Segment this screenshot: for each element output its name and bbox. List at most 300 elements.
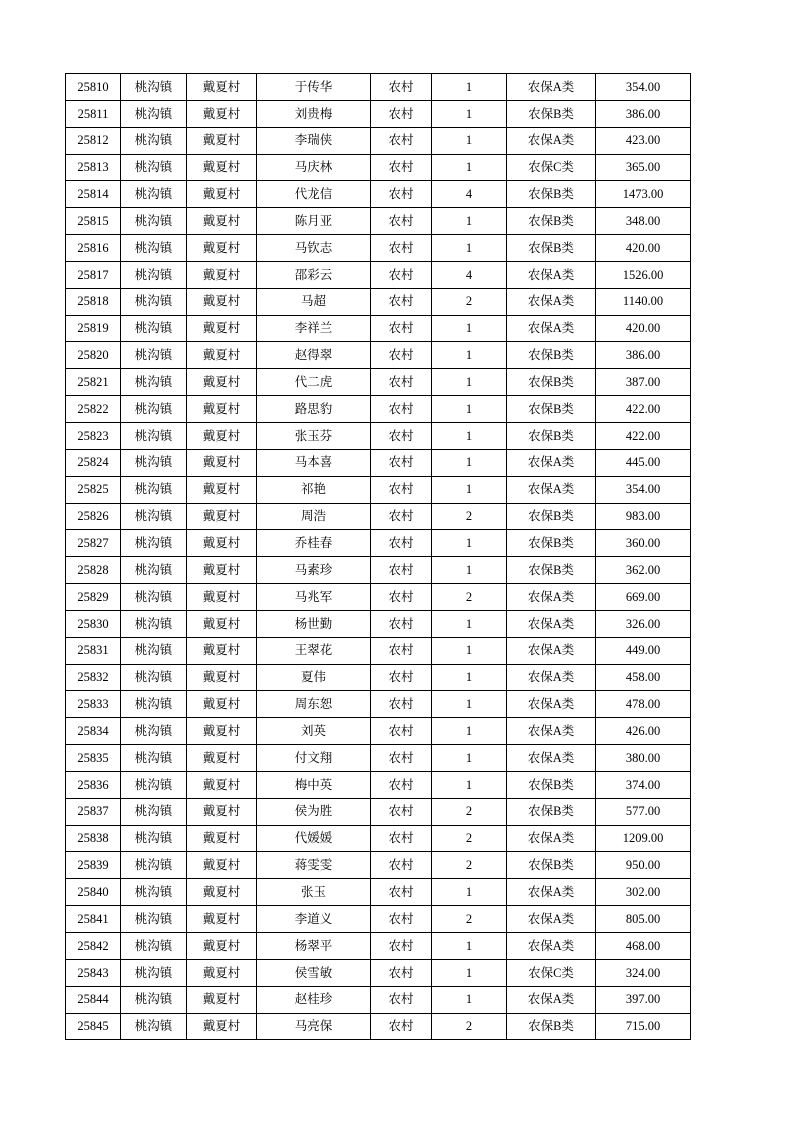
cell-household-type: 农村 [371, 530, 432, 557]
cell-amount: 426.00 [596, 718, 691, 745]
cell-serial-number: 25838 [66, 825, 121, 852]
cell-household-type: 农村 [371, 154, 432, 181]
cell-village: 戴夏村 [187, 610, 257, 637]
cell-village: 戴夏村 [187, 127, 257, 154]
cell-amount: 362.00 [596, 557, 691, 584]
cell-insurance-category: 农保A类 [507, 718, 596, 745]
cell-serial-number: 25822 [66, 396, 121, 423]
cell-amount: 380.00 [596, 745, 691, 772]
cell-amount: 715.00 [596, 1013, 691, 1040]
cell-person-name: 杨翠平 [257, 933, 371, 960]
cell-person-name: 祁艳 [257, 476, 371, 503]
cell-person-name: 张玉芬 [257, 422, 371, 449]
cell-household-type: 农村 [371, 449, 432, 476]
cell-serial-number: 25828 [66, 557, 121, 584]
cell-serial-number: 25810 [66, 74, 121, 101]
cell-household-type: 农村 [371, 181, 432, 208]
cell-person-name: 李瑞侠 [257, 127, 371, 154]
cell-village: 戴夏村 [187, 584, 257, 611]
cell-household-type: 农村 [371, 235, 432, 262]
cell-insurance-category: 农保C类 [507, 154, 596, 181]
cell-town: 桃沟镇 [121, 235, 187, 262]
table-row [66, 235, 691, 262]
cell-insurance-category: 农保A类 [507, 74, 596, 101]
table-row [66, 1013, 691, 1040]
cell-amount: 1526.00 [596, 261, 691, 288]
cell-person-name: 马庆林 [257, 154, 371, 181]
cell-serial-number: 25833 [66, 691, 121, 718]
cell-serial-number: 25837 [66, 798, 121, 825]
cell-town: 桃沟镇 [121, 315, 187, 342]
cell-person-name: 李道义 [257, 906, 371, 933]
cell-person-count: 1 [432, 127, 507, 154]
cell-person-count: 2 [432, 288, 507, 315]
cell-insurance-category: 农保A类 [507, 288, 596, 315]
cell-amount: 983.00 [596, 503, 691, 530]
cell-village: 戴夏村 [187, 1013, 257, 1040]
cell-town: 桃沟镇 [121, 664, 187, 691]
cell-insurance-category: 农保B类 [507, 1013, 596, 1040]
table-row [66, 127, 691, 154]
cell-village: 戴夏村 [187, 235, 257, 262]
cell-village: 戴夏村 [187, 771, 257, 798]
table-row [66, 798, 691, 825]
table-row [66, 610, 691, 637]
cell-serial-number: 25830 [66, 610, 121, 637]
cell-village: 戴夏村 [187, 530, 257, 557]
cell-insurance-category: 农保B类 [507, 771, 596, 798]
cell-amount: 458.00 [596, 664, 691, 691]
cell-person-name: 马钦志 [257, 235, 371, 262]
cell-person-count: 1 [432, 154, 507, 181]
cell-household-type: 农村 [371, 798, 432, 825]
cell-insurance-category: 农保A类 [507, 906, 596, 933]
cell-household-type: 农村 [371, 127, 432, 154]
cell-serial-number: 25831 [66, 637, 121, 664]
table-row [66, 664, 691, 691]
cell-person-count: 2 [432, 852, 507, 879]
cell-serial-number: 25845 [66, 1013, 121, 1040]
cell-town: 桃沟镇 [121, 208, 187, 235]
table-row [66, 825, 691, 852]
cell-person-count: 1 [432, 100, 507, 127]
cell-household-type: 农村 [371, 718, 432, 745]
cell-town: 桃沟镇 [121, 852, 187, 879]
cell-person-name: 马素珍 [257, 557, 371, 584]
cell-amount: 386.00 [596, 100, 691, 127]
cell-town: 桃沟镇 [121, 503, 187, 530]
cell-village: 戴夏村 [187, 154, 257, 181]
cell-town: 桃沟镇 [121, 745, 187, 772]
cell-town: 桃沟镇 [121, 422, 187, 449]
cell-serial-number: 25840 [66, 879, 121, 906]
cell-amount: 348.00 [596, 208, 691, 235]
cell-amount: 1209.00 [596, 825, 691, 852]
cell-amount: 422.00 [596, 422, 691, 449]
cell-person-count: 1 [432, 718, 507, 745]
cell-person-count: 1 [432, 637, 507, 664]
table-row [66, 154, 691, 181]
cell-insurance-category: 农保A类 [507, 933, 596, 960]
cell-insurance-category: 农保A类 [507, 261, 596, 288]
table-row [66, 852, 691, 879]
cell-serial-number: 25814 [66, 181, 121, 208]
cell-town: 桃沟镇 [121, 369, 187, 396]
cell-town: 桃沟镇 [121, 154, 187, 181]
cell-amount: 420.00 [596, 235, 691, 262]
cell-village: 戴夏村 [187, 825, 257, 852]
cell-serial-number: 25826 [66, 503, 121, 530]
cell-person-name: 马超 [257, 288, 371, 315]
cell-insurance-category: 农保C类 [507, 959, 596, 986]
cell-serial-number: 25836 [66, 771, 121, 798]
benefits-table [65, 73, 691, 1040]
cell-insurance-category: 农保A类 [507, 637, 596, 664]
cell-person-name: 邵彩云 [257, 261, 371, 288]
cell-insurance-category: 农保B类 [507, 852, 596, 879]
cell-serial-number: 25824 [66, 449, 121, 476]
cell-serial-number: 25827 [66, 530, 121, 557]
cell-person-name: 周东恕 [257, 691, 371, 718]
cell-person-count: 1 [432, 557, 507, 584]
cell-person-count: 1 [432, 208, 507, 235]
cell-person-count: 1 [432, 691, 507, 718]
cell-household-type: 农村 [371, 396, 432, 423]
cell-serial-number: 25835 [66, 745, 121, 772]
cell-person-count: 4 [432, 261, 507, 288]
table-row [66, 637, 691, 664]
cell-village: 戴夏村 [187, 906, 257, 933]
cell-serial-number: 25813 [66, 154, 121, 181]
cell-household-type: 农村 [371, 825, 432, 852]
cell-person-name: 付文翔 [257, 745, 371, 772]
cell-village: 戴夏村 [187, 745, 257, 772]
cell-insurance-category: 农保A类 [507, 315, 596, 342]
cell-town: 桃沟镇 [121, 261, 187, 288]
table-row [66, 691, 691, 718]
table-row [66, 74, 691, 101]
cell-village: 戴夏村 [187, 396, 257, 423]
cell-person-name: 侯为胜 [257, 798, 371, 825]
cell-person-count: 2 [432, 906, 507, 933]
cell-village: 戴夏村 [187, 959, 257, 986]
cell-amount: 449.00 [596, 637, 691, 664]
cell-village: 戴夏村 [187, 503, 257, 530]
cell-serial-number: 25832 [66, 664, 121, 691]
table-row [66, 369, 691, 396]
cell-person-name: 张玉 [257, 879, 371, 906]
table-row [66, 959, 691, 986]
table-row [66, 181, 691, 208]
cell-person-count: 1 [432, 959, 507, 986]
cell-town: 桃沟镇 [121, 127, 187, 154]
cell-serial-number: 25844 [66, 986, 121, 1013]
cell-insurance-category: 农保B类 [507, 235, 596, 262]
table-row [66, 745, 691, 772]
cell-insurance-category: 农保A类 [507, 584, 596, 611]
cell-household-type: 农村 [371, 933, 432, 960]
cell-person-name: 周浩 [257, 503, 371, 530]
cell-village: 戴夏村 [187, 557, 257, 584]
cell-person-count: 1 [432, 449, 507, 476]
cell-village: 戴夏村 [187, 288, 257, 315]
cell-town: 桃沟镇 [121, 74, 187, 101]
table-row [66, 986, 691, 1013]
cell-person-count: 1 [432, 879, 507, 906]
cell-household-type: 农村 [371, 1013, 432, 1040]
cell-village: 戴夏村 [187, 664, 257, 691]
cell-insurance-category: 农保A类 [507, 986, 596, 1013]
cell-person-name: 乔桂春 [257, 530, 371, 557]
table-row [66, 208, 691, 235]
table-row [66, 449, 691, 476]
table-row [66, 288, 691, 315]
cell-insurance-category: 农保A类 [507, 127, 596, 154]
cell-person-name: 赵桂珍 [257, 986, 371, 1013]
cell-serial-number: 25817 [66, 261, 121, 288]
cell-town: 桃沟镇 [121, 637, 187, 664]
cell-insurance-category: 农保A类 [507, 449, 596, 476]
cell-amount: 397.00 [596, 986, 691, 1013]
cell-person-count: 1 [432, 369, 507, 396]
cell-serial-number: 25829 [66, 584, 121, 611]
cell-village: 戴夏村 [187, 852, 257, 879]
cell-household-type: 农村 [371, 986, 432, 1013]
cell-town: 桃沟镇 [121, 798, 187, 825]
cell-amount: 387.00 [596, 369, 691, 396]
cell-insurance-category: 农保B类 [507, 422, 596, 449]
cell-household-type: 农村 [371, 422, 432, 449]
table-row [66, 261, 691, 288]
cell-household-type: 农村 [371, 74, 432, 101]
cell-amount: 374.00 [596, 771, 691, 798]
table-row [66, 422, 691, 449]
cell-person-name: 陈月亚 [257, 208, 371, 235]
cell-household-type: 农村 [371, 557, 432, 584]
cell-household-type: 农村 [371, 288, 432, 315]
cell-insurance-category: 农保B类 [507, 342, 596, 369]
cell-household-type: 农村 [371, 261, 432, 288]
cell-village: 戴夏村 [187, 637, 257, 664]
cell-village: 戴夏村 [187, 74, 257, 101]
cell-town: 桃沟镇 [121, 181, 187, 208]
cell-household-type: 农村 [371, 771, 432, 798]
cell-person-name: 于传华 [257, 74, 371, 101]
cell-person-name: 马亮保 [257, 1013, 371, 1040]
cell-person-count: 2 [432, 825, 507, 852]
cell-insurance-category: 农保B类 [507, 369, 596, 396]
cell-town: 桃沟镇 [121, 584, 187, 611]
cell-serial-number: 25825 [66, 476, 121, 503]
cell-person-count: 1 [432, 342, 507, 369]
cell-person-count: 1 [432, 530, 507, 557]
cell-village: 戴夏村 [187, 879, 257, 906]
cell-amount: 478.00 [596, 691, 691, 718]
cell-town: 桃沟镇 [121, 557, 187, 584]
cell-household-type: 农村 [371, 852, 432, 879]
cell-serial-number: 25834 [66, 718, 121, 745]
cell-amount: 324.00 [596, 959, 691, 986]
cell-person-count: 1 [432, 422, 507, 449]
cell-insurance-category: 农保A类 [507, 691, 596, 718]
cell-household-type: 农村 [371, 879, 432, 906]
cell-person-name: 刘英 [257, 718, 371, 745]
table-row [66, 315, 691, 342]
cell-person-count: 1 [432, 664, 507, 691]
cell-serial-number: 25823 [66, 422, 121, 449]
cell-person-name: 马兆军 [257, 584, 371, 611]
cell-person-name: 梅中英 [257, 771, 371, 798]
cell-town: 桃沟镇 [121, 718, 187, 745]
cell-town: 桃沟镇 [121, 396, 187, 423]
table-row [66, 557, 691, 584]
cell-insurance-category: 农保B类 [507, 208, 596, 235]
cell-amount: 423.00 [596, 127, 691, 154]
cell-person-name: 夏伟 [257, 664, 371, 691]
cell-town: 桃沟镇 [121, 342, 187, 369]
cell-person-name: 代媛媛 [257, 825, 371, 852]
cell-insurance-category: 农保A类 [507, 825, 596, 852]
cell-town: 桃沟镇 [121, 449, 187, 476]
cell-town: 桃沟镇 [121, 986, 187, 1013]
cell-serial-number: 25842 [66, 933, 121, 960]
cell-person-name: 代龙信 [257, 181, 371, 208]
cell-insurance-category: 农保B类 [507, 181, 596, 208]
cell-person-name: 李祥兰 [257, 315, 371, 342]
cell-person-count: 1 [432, 933, 507, 960]
cell-serial-number: 25811 [66, 100, 121, 127]
cell-person-count: 1 [432, 771, 507, 798]
cell-insurance-category: 农保B类 [507, 557, 596, 584]
cell-town: 桃沟镇 [121, 825, 187, 852]
cell-person-name: 杨世勤 [257, 610, 371, 637]
cell-household-type: 农村 [371, 745, 432, 772]
cell-amount: 445.00 [596, 449, 691, 476]
cell-person-count: 1 [432, 610, 507, 637]
table-row [66, 396, 691, 423]
cell-town: 桃沟镇 [121, 771, 187, 798]
cell-serial-number: 25812 [66, 127, 121, 154]
cell-person-name: 代二虎 [257, 369, 371, 396]
cell-town: 桃沟镇 [121, 476, 187, 503]
cell-person-count: 1 [432, 396, 507, 423]
cell-amount: 354.00 [596, 74, 691, 101]
cell-amount: 422.00 [596, 396, 691, 423]
table-row [66, 771, 691, 798]
cell-person-count: 2 [432, 1013, 507, 1040]
cell-household-type: 农村 [371, 637, 432, 664]
cell-household-type: 农村 [371, 610, 432, 637]
cell-village: 戴夏村 [187, 422, 257, 449]
cell-household-type: 农村 [371, 208, 432, 235]
table-row [66, 530, 691, 557]
cell-village: 戴夏村 [187, 315, 257, 342]
cell-person-count: 1 [432, 476, 507, 503]
table-row [66, 584, 691, 611]
cell-household-type: 农村 [371, 584, 432, 611]
cell-town: 桃沟镇 [121, 288, 187, 315]
cell-village: 戴夏村 [187, 476, 257, 503]
cell-person-count: 1 [432, 745, 507, 772]
cell-amount: 1140.00 [596, 288, 691, 315]
cell-amount: 386.00 [596, 342, 691, 369]
table-row [66, 906, 691, 933]
cell-person-name: 马本喜 [257, 449, 371, 476]
cell-serial-number: 25820 [66, 342, 121, 369]
cell-insurance-category: 农保A类 [507, 476, 596, 503]
cell-person-name: 刘贵梅 [257, 100, 371, 127]
cell-amount: 420.00 [596, 315, 691, 342]
cell-insurance-category: 农保B类 [507, 503, 596, 530]
cell-town: 桃沟镇 [121, 1013, 187, 1040]
cell-village: 戴夏村 [187, 691, 257, 718]
cell-town: 桃沟镇 [121, 691, 187, 718]
table-body [66, 74, 691, 1040]
cell-amount: 805.00 [596, 906, 691, 933]
cell-amount: 354.00 [596, 476, 691, 503]
cell-town: 桃沟镇 [121, 100, 187, 127]
cell-town: 桃沟镇 [121, 959, 187, 986]
cell-village: 戴夏村 [187, 718, 257, 745]
cell-household-type: 农村 [371, 691, 432, 718]
cell-serial-number: 25821 [66, 369, 121, 396]
cell-amount: 577.00 [596, 798, 691, 825]
cell-amount: 468.00 [596, 933, 691, 960]
table-row [66, 879, 691, 906]
cell-serial-number: 25841 [66, 906, 121, 933]
cell-town: 桃沟镇 [121, 906, 187, 933]
cell-serial-number: 25816 [66, 235, 121, 262]
cell-household-type: 农村 [371, 315, 432, 342]
cell-village: 戴夏村 [187, 261, 257, 288]
cell-amount: 1473.00 [596, 181, 691, 208]
cell-amount: 950.00 [596, 852, 691, 879]
cell-insurance-category: 农保B类 [507, 100, 596, 127]
cell-person-count: 2 [432, 503, 507, 530]
cell-amount: 365.00 [596, 154, 691, 181]
cell-household-type: 农村 [371, 959, 432, 986]
cell-amount: 360.00 [596, 530, 691, 557]
table-row [66, 476, 691, 503]
cell-village: 戴夏村 [187, 208, 257, 235]
cell-person-name: 路思豹 [257, 396, 371, 423]
cell-insurance-category: 农保A类 [507, 664, 596, 691]
cell-person-count: 1 [432, 986, 507, 1013]
cell-village: 戴夏村 [187, 181, 257, 208]
table-row [66, 933, 691, 960]
cell-amount: 302.00 [596, 879, 691, 906]
cell-village: 戴夏村 [187, 798, 257, 825]
cell-household-type: 农村 [371, 906, 432, 933]
cell-serial-number: 25839 [66, 852, 121, 879]
cell-person-count: 4 [432, 181, 507, 208]
cell-person-count: 2 [432, 798, 507, 825]
cell-household-type: 农村 [371, 664, 432, 691]
table-row [66, 503, 691, 530]
table-row [66, 100, 691, 127]
cell-household-type: 农村 [371, 100, 432, 127]
cell-household-type: 农村 [371, 369, 432, 396]
cell-person-name: 赵得翠 [257, 342, 371, 369]
cell-insurance-category: 农保A类 [507, 745, 596, 772]
cell-village: 戴夏村 [187, 449, 257, 476]
cell-insurance-category: 农保B类 [507, 530, 596, 557]
cell-town: 桃沟镇 [121, 610, 187, 637]
cell-town: 桃沟镇 [121, 879, 187, 906]
cell-household-type: 农村 [371, 476, 432, 503]
cell-serial-number: 25843 [66, 959, 121, 986]
cell-serial-number: 25818 [66, 288, 121, 315]
